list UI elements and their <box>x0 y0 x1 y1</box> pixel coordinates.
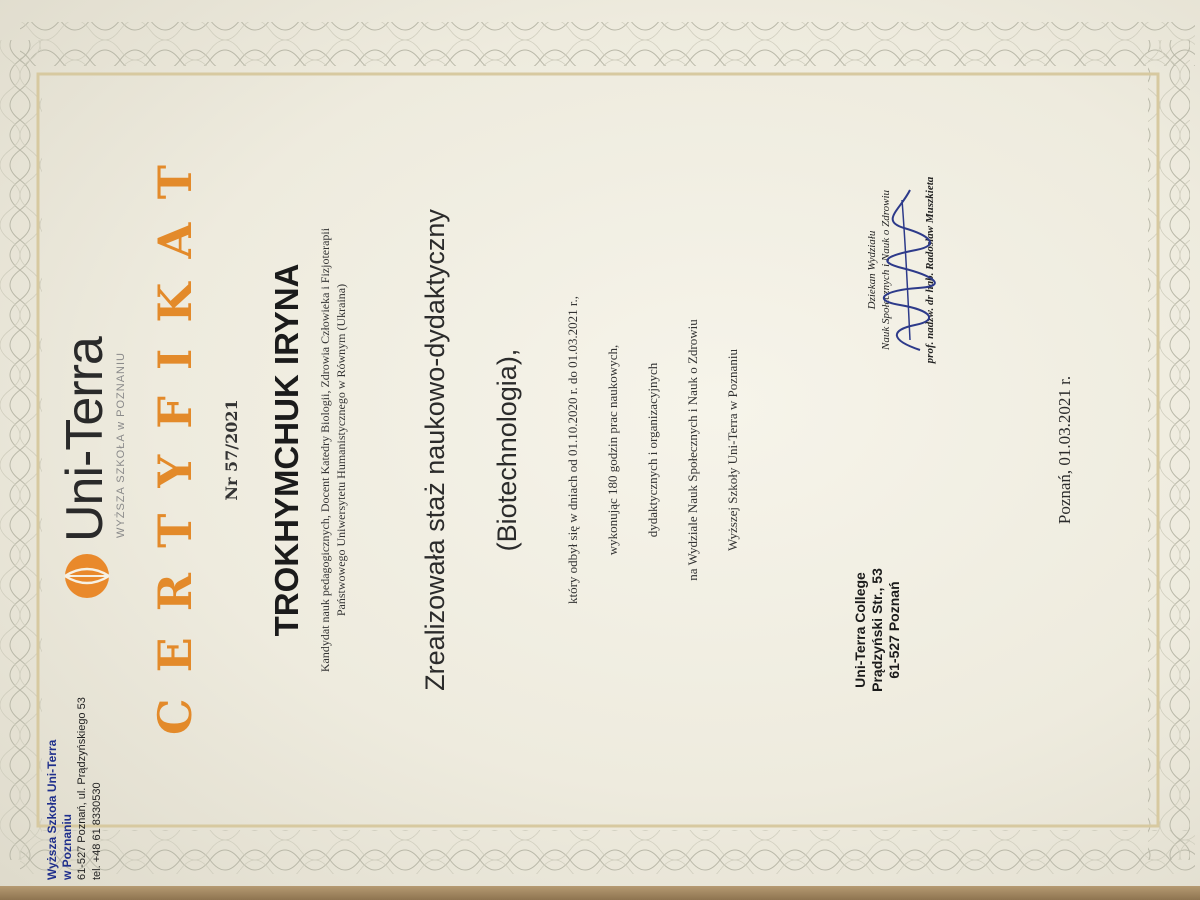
certificate-title: CERTYFIKAT <box>148 139 202 735</box>
handwritten-signature <box>880 180 940 360</box>
table-surface <box>0 886 1200 900</box>
internship-line5: Wyższej Szkoły Uni-Terra w Poznaniu <box>725 349 740 551</box>
brand-name: Uni-Terra <box>56 337 114 542</box>
school-name: Wyższa Szkoła Uni-Terra <box>45 739 59 880</box>
college-street: Prądzyński Str., 53 <box>869 568 885 692</box>
recipient-name: TROKHYMCHUK IRYNA <box>268 263 305 637</box>
school-city: w Poznaniu <box>60 814 74 880</box>
school-address: 61-527 Poznań, ul. Prądzyńskiego 53 <box>76 697 88 880</box>
internship-line4: na Wydziale Nauk Społecznych i Nauk o Zdrowiu <box>685 319 700 581</box>
college-address-block <box>852 480 903 780</box>
internship-title: Zrealizowała staż naukowo-dydaktyczny <box>420 209 450 691</box>
internship-line1: który odbył się w dniach od 01.10.2020 r. do 01.03.2021 r., <box>565 296 580 605</box>
dean-title-line2: Nauk Społecznych i Nauk o Zdrowiu <box>880 190 892 350</box>
recipient-description-line1: Kandydat nauk pedagogicznych, Docent Katedry Biologii, Zdrowia Człowieka i Fizjoterapii <box>318 227 332 673</box>
school-phone: tel. +48 61 8330530 <box>91 782 103 880</box>
recipient-description-line2: Państwowego Uniwersytetu Humanistycznego w Równym (Ukraina) <box>334 283 348 617</box>
orange-circle-logo-icon <box>63 552 111 600</box>
internship-line2: wykonując 180 godzin prac naukowych, <box>605 344 620 556</box>
college-name: Uni-Terra College <box>852 572 868 688</box>
college-city: 61-527 Poznań <box>886 581 902 679</box>
dean-name: prof. nadzw. dr hab. Radosław Muszkieta <box>924 176 936 364</box>
internship-field: (Biotechnologia), <box>492 348 522 552</box>
dean-title-line1: Dziekan Wydziału <box>866 230 878 310</box>
place-and-date: Poznań, 01.03.2021 r. <box>1055 375 1074 525</box>
brand-logo <box>55 220 135 600</box>
school-address-block <box>45 640 105 880</box>
certificate-number: Nr 57/2021 <box>222 399 241 501</box>
internship-line3: dydaktycznych i organizacyjnych <box>645 362 660 538</box>
brand-subtitle: WYŻSZA SZKOŁA w POZNANIU <box>115 352 127 538</box>
